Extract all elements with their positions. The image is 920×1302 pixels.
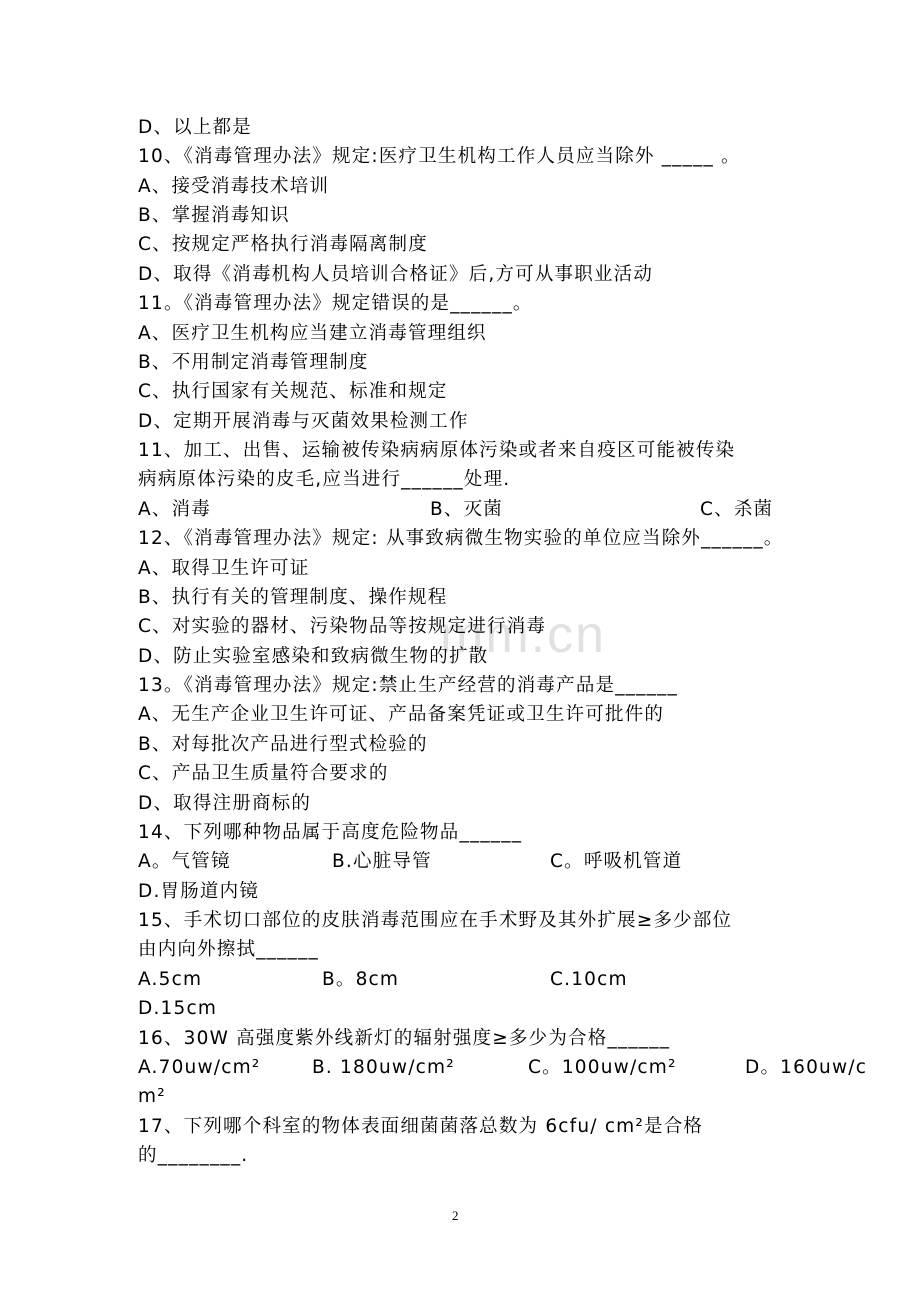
text-line: D、以上都是: [138, 117, 252, 138]
option-c: C、杀菌: [700, 499, 774, 520]
text-line: m²: [138, 1086, 166, 1107]
page-number: 2: [452, 1208, 459, 1223]
text-line: C、对实验的器材、污染物品等按规定进行消毒: [138, 616, 547, 637]
text-line: A、无生产企业卫生许可证、产品备案凭证或卫生许可批件的: [138, 704, 665, 725]
text-line: A、接受消毒技术培训: [138, 176, 330, 197]
text-line: D、防止实验室感染和致病微生物的扩散: [138, 646, 489, 667]
option-b: B. 180uw/cm²: [312, 1057, 455, 1078]
option-b: B。8cm: [322, 969, 400, 990]
text-line: D、定期开展消毒与灭菌效果检测工作: [138, 411, 469, 432]
watermark: mm.cn: [440, 606, 606, 664]
option-a: A.70uw/cm²: [138, 1057, 261, 1078]
text-line: D、取得注册商标的: [138, 793, 312, 814]
question-17: 17、下列哪个科室的物体表面细菌菌落总数为 6cfu/ cm²是合格: [138, 1116, 704, 1137]
text-line: B、不用制定消毒管理制度: [138, 352, 369, 373]
question-15: 15、手术切口部位的皮肤消毒范围应在手术野及其外扩展≥多少部位: [138, 910, 733, 931]
option-a: A。气管镜: [138, 851, 231, 872]
option-b: B.心脏导管: [332, 851, 432, 872]
option-c: C。呼吸机管道: [550, 851, 683, 872]
question-10: 10、《消毒管理办法》规定:医疗卫生机构工作人员应当除外 _____ 。: [138, 146, 741, 167]
question-12: 12、《消毒管理办法》规定: 从事致病微生物实验的单位应当除外______。: [138, 528, 784, 549]
text-line: 病病原体污染的皮毛,应当进行______处理.: [138, 469, 511, 490]
question-11a: 11。《消毒管理办法》规定错误的是______。: [138, 293, 533, 314]
option-a: A.5cm: [138, 969, 203, 990]
text-line: B、掌握消毒知识: [138, 205, 290, 226]
text-line: B、执行有关的管理制度、操作规程: [138, 587, 448, 608]
text-line: A、医疗卫生机构应当建立消毒管理组织: [138, 323, 487, 344]
question-16: 16、30W 高强度紫外线新灯的辐射强度≥多少为合格______: [138, 1028, 671, 1049]
text-line: C、产品卫生质量符合要求的: [138, 763, 389, 784]
option-a: A、消毒: [138, 499, 211, 520]
question-13: 13。《消毒管理办法》规定:禁止生产经营的消毒产品是______: [138, 675, 678, 696]
option-b: B、灭菌: [430, 499, 503, 520]
option-c: C。100uw/cm²: [528, 1057, 677, 1078]
option-d: D.15cm: [138, 998, 218, 1019]
question-14: 14、下列哪种物品属于高度危险物品______: [138, 822, 523, 843]
text-line: A、取得卫生许可证: [138, 558, 310, 579]
option-c: C.10cm: [550, 969, 628, 990]
text-line: C、按规定严格执行消毒隔离制度: [138, 234, 428, 255]
text-line: 的________.: [138, 1145, 249, 1166]
option-d: D。160uw/c: [745, 1057, 868, 1078]
question-11b: 11、加工、出售、运输被传染病病原体污染或者来自疫区可能被传染: [138, 440, 736, 461]
text-line: B、对每批次产品进行型式检验的: [138, 734, 428, 755]
text-line: 由内向外擦拭______: [138, 939, 319, 960]
text-line: C、执行国家有关规范、标准和规定: [138, 381, 448, 402]
text-line: D、取得《消毒机构人员培训合格证》后,方可从事职业活动: [138, 264, 654, 285]
option-d: D.胃肠道内镜: [138, 881, 260, 902]
